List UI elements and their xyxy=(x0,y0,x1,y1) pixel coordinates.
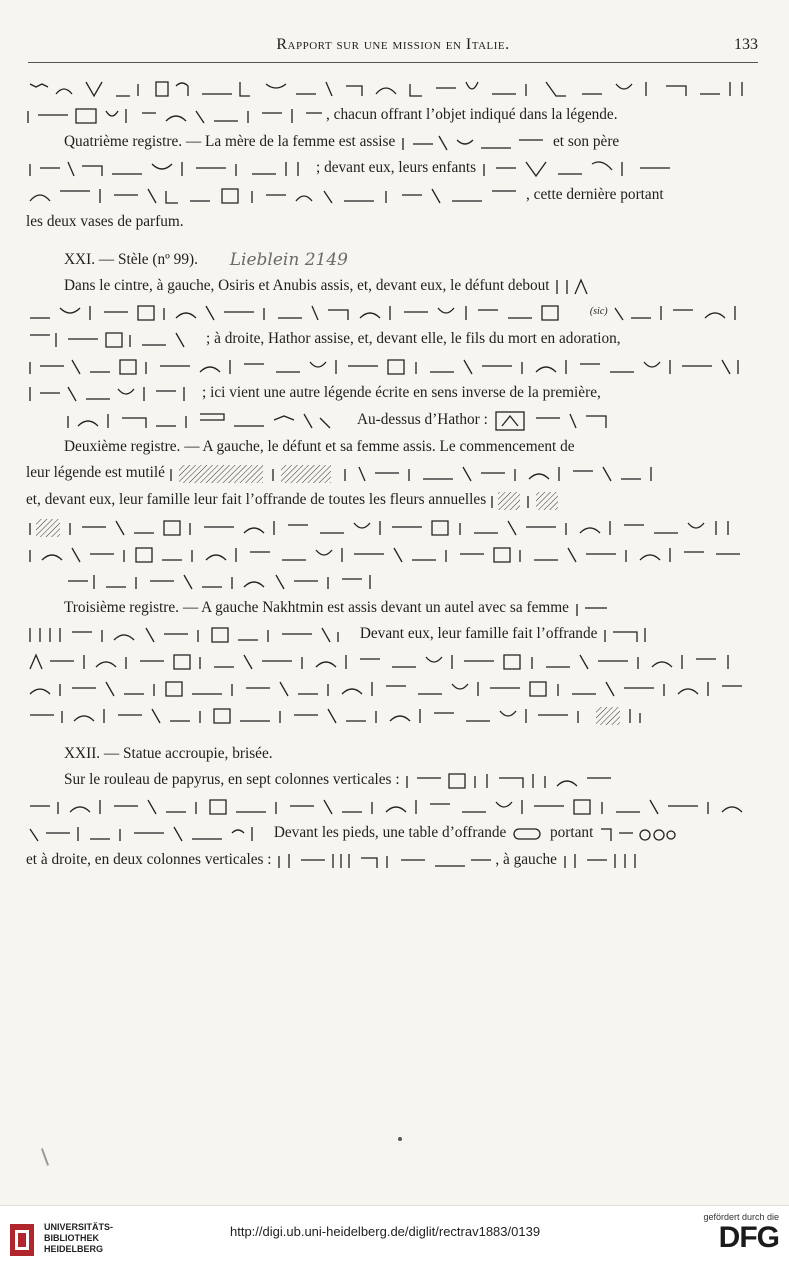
paragraph-text: Devant les pieds, une table d’offrande xyxy=(273,824,507,841)
paragraph-text: Sur le rouleau de papyrus, en sept colonnes verticales : xyxy=(64,771,400,788)
paragraph-text: Quatrième registre. — La mère de la femme est assise xyxy=(64,133,396,150)
hieroglyph-text xyxy=(26,185,526,205)
digitization-footer xyxy=(0,1205,789,1269)
section-heading xyxy=(26,740,760,766)
hieroglyph-text xyxy=(480,158,680,178)
library-seal-icon xyxy=(8,1220,38,1260)
hieroglyph-text xyxy=(169,463,669,483)
paragraph-text: , à gauche xyxy=(495,851,557,868)
text-line xyxy=(26,766,760,792)
hieroglyph-text xyxy=(26,158,316,178)
hieroglyph-text xyxy=(26,651,756,671)
hieroglyph-text xyxy=(399,132,549,152)
text-line xyxy=(26,181,760,208)
hieroglyph-text xyxy=(490,490,570,510)
hieroglyph-line xyxy=(26,298,760,325)
hieroglyph-text xyxy=(403,770,623,790)
paragraph-text: , chacun offrant l’objet indiqué dans la légende. xyxy=(326,106,618,123)
heading-text: XXI. — Stèle (nº 99). xyxy=(64,251,198,268)
hieroglyph-text xyxy=(26,705,676,725)
funder-note: gefördert durch die xyxy=(703,1212,779,1222)
paragraph-text: et, devant eux, leur famille leur fait l’offrande de toutes les fleurs annuelles xyxy=(26,491,487,508)
paragraph-text: les deux vases de parfum. xyxy=(26,213,184,230)
hieroglyph-line xyxy=(26,540,760,567)
text-line xyxy=(26,620,760,647)
hieroglyph-line xyxy=(26,352,760,379)
heading-text: XXII. — Statue accroupie, brisée. xyxy=(64,745,273,762)
page-number: 133 xyxy=(734,36,758,53)
sic-note: (sic) xyxy=(589,306,608,317)
hieroglyph-text xyxy=(573,598,613,618)
hieroglyph-text xyxy=(26,78,756,98)
hieroglyph-text xyxy=(510,823,546,843)
paragraph-text: portant xyxy=(549,824,594,841)
hieroglyph-line xyxy=(26,567,760,594)
paragraph-text: Deuxième registre. — A gauche, le défunt et sa femme assis. Le commencement de xyxy=(64,438,575,455)
hieroglyph-text xyxy=(26,105,326,125)
paragraph-text: Au-dessus d’Hathor : xyxy=(356,411,488,428)
library-name: UNIVERSITÄTS- BIBLIOTHEK HEIDELBERG xyxy=(44,1222,114,1254)
hieroglyph-text xyxy=(26,383,202,403)
paragraph-text: Devant eux, leur famille fait l’offrande xyxy=(359,625,598,642)
text-line xyxy=(26,846,760,873)
paragraph-text: leur légende est mutilé xyxy=(26,464,165,481)
hieroglyph-text xyxy=(26,356,756,376)
hieroglyph-text xyxy=(64,571,394,591)
text-line xyxy=(26,406,760,433)
paragraph-text: ; à droite, Hathor assise, et, devant elle, le fils du mort en adoration, xyxy=(206,330,621,347)
section-heading xyxy=(26,246,760,272)
hieroglyph-line xyxy=(26,674,760,701)
hieroglyph-line xyxy=(26,74,760,101)
digitization-url[interactable]: http://digi.ub.uni-heidelberg.de/diglit/rectrav1883/0139 xyxy=(230,1224,541,1239)
hieroglyph-text xyxy=(561,850,651,870)
hieroglyph-text xyxy=(275,850,495,870)
text-line xyxy=(26,486,760,513)
text-line xyxy=(26,433,760,459)
running-title: Rapport sur une mission en Italie. xyxy=(276,36,510,53)
paragraph-text: ; devant eux, leurs enfants xyxy=(316,159,477,176)
text-line xyxy=(26,272,760,298)
handwritten-annotation: Lieblein 2149 xyxy=(229,249,348,270)
hieroglyph-text xyxy=(26,544,756,564)
hieroglyph-text xyxy=(26,624,356,644)
text-line xyxy=(26,154,760,181)
hieroglyph-line xyxy=(26,792,760,819)
hieroglyph-text xyxy=(26,678,756,698)
hieroglyph-line xyxy=(26,701,760,728)
paragraph-text: ; ici vient une autre légende écrite en sens inverse de la première, xyxy=(202,384,601,401)
hieroglyph-text xyxy=(553,276,593,296)
hieroglyph-text xyxy=(492,410,622,430)
dfg-logo xyxy=(689,1212,779,1262)
stray-dot xyxy=(398,1137,402,1141)
hieroglyph-text xyxy=(601,624,661,644)
hieroglyph-text xyxy=(26,302,586,322)
paragraph-text: , cette dernière portant xyxy=(526,186,664,203)
hieroglyph-text xyxy=(597,823,677,843)
header-rule xyxy=(28,62,758,63)
page-header xyxy=(28,36,758,58)
text-line xyxy=(26,459,760,486)
hieroglyph-text xyxy=(64,410,354,430)
text-line xyxy=(26,819,760,846)
text-line xyxy=(26,128,760,154)
hieroglyph-text xyxy=(611,302,751,322)
paragraph-text: Troisième registre. — A gauche Nakhtmin est assis devant un autel avec sa femme xyxy=(64,599,569,616)
funder-name: DFG xyxy=(718,1221,779,1254)
paragraph-text: et à droite, en deux colonnes verticales : xyxy=(26,851,272,868)
text-line xyxy=(26,101,760,128)
hieroglyph-text xyxy=(26,329,206,349)
library-logo xyxy=(8,1220,178,1260)
hieroglyph-text xyxy=(26,517,756,537)
hieroglyph-line xyxy=(26,513,760,540)
text-line xyxy=(26,594,760,620)
page-body xyxy=(26,74,760,873)
hieroglyph-text xyxy=(26,823,270,843)
hieroglyph-line xyxy=(26,647,760,674)
text-line xyxy=(26,379,760,406)
paragraph-text: et son père xyxy=(552,133,620,150)
paragraph-text: Dans le cintre, à gauche, Osiris et Anubis assis, et, devant eux, le défunt debout xyxy=(64,277,550,294)
stray-mark xyxy=(41,1148,49,1166)
text-line xyxy=(26,325,760,352)
hieroglyph-text xyxy=(26,796,756,816)
text-line xyxy=(26,208,760,234)
